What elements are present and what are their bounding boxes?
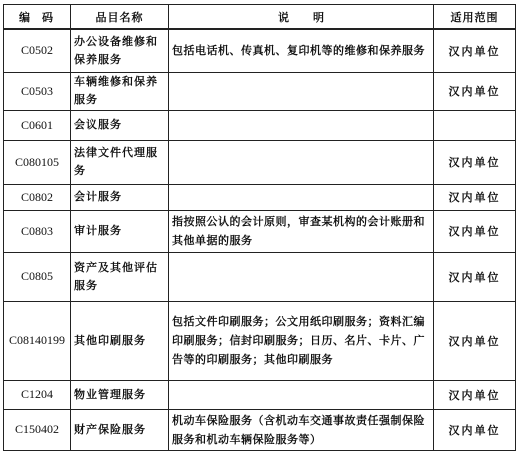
header-item-name: 品目名称: [71, 5, 169, 30]
row-item-name: 物业管理服务: [71, 380, 169, 409]
row-code: C0805: [4, 252, 71, 301]
row-code: C150402: [4, 409, 71, 450]
row-description: [169, 72, 434, 110]
table-row: [4, 301, 516, 380]
row-description: 机动车保险服务（含机动车交通事故责任强制保险服务和机动车辆保险服务等）: [169, 409, 434, 450]
row-description: [169, 140, 434, 184]
table-row: [4, 184, 516, 210]
table-row: [4, 210, 516, 252]
row-scope: 汉内单位: [434, 210, 516, 252]
row-item-name: 车辆维修和保养服务: [71, 72, 169, 110]
header-scope: 适用范围: [434, 5, 516, 30]
row-description: 指按照公认的会计原则，审查某机构的会计账册和其他单据的服务: [169, 210, 434, 252]
row-item-name: 会议服务: [71, 110, 169, 140]
row-code: C08140199: [4, 301, 71, 380]
row-scope: 汉内单位: [434, 409, 516, 450]
row-code: C0601: [4, 110, 71, 140]
row-scope: 汉内单位: [434, 380, 516, 409]
table-row: [4, 409, 516, 450]
row-scope: 汉内单位: [434, 184, 516, 210]
table-row: [4, 380, 516, 409]
row-description: [169, 380, 434, 409]
row-code: C1204: [4, 380, 71, 409]
row-code: C0803: [4, 210, 71, 252]
row-scope: 汉内单位: [434, 301, 516, 380]
table-row: [4, 140, 516, 184]
row-item-name: 审计服务: [71, 210, 169, 252]
procurement-catalog-table: [3, 4, 516, 451]
row-code: C0802: [4, 184, 71, 210]
row-item-name: 资产及其他评估服务: [71, 252, 169, 301]
table-row: [4, 252, 516, 301]
row-item-name: 其他印刷服务: [71, 301, 169, 380]
row-code: C0503: [4, 72, 71, 110]
row-description: 包括文件印刷服务；公文用纸印刷服务；资料汇编印刷服务；信封印刷服务；日历、名片、卡片、广告等的印刷服务；其他印刷服务: [169, 301, 434, 380]
row-scope: 汉内单位: [434, 29, 516, 72]
row-item-name: 法律文件代理服务: [71, 140, 169, 184]
row-code: C080105: [4, 140, 71, 184]
header-code: 编码: [4, 5, 71, 30]
header-description: 说明: [169, 5, 434, 30]
row-scope: [434, 110, 516, 140]
table-row: [4, 110, 516, 140]
row-item-name: 会计服务: [71, 184, 169, 210]
row-item-name: 办公设备维修和保养服务: [71, 29, 169, 72]
row-description: [169, 110, 434, 140]
row-description: 包括电话机、传真机、复印机等的维修和保养服务: [169, 29, 434, 72]
row-scope: 汉内单位: [434, 72, 516, 110]
row-description: [169, 252, 434, 301]
row-scope: 汉内单位: [434, 140, 516, 184]
row-code: C0502: [4, 29, 71, 72]
table-row: [4, 29, 516, 72]
header-row: [4, 5, 516, 30]
row-item-name: 财产保险服务: [71, 409, 169, 450]
row-scope: 汉内单位: [434, 252, 516, 301]
row-description: [169, 184, 434, 210]
table-row: [4, 72, 516, 110]
